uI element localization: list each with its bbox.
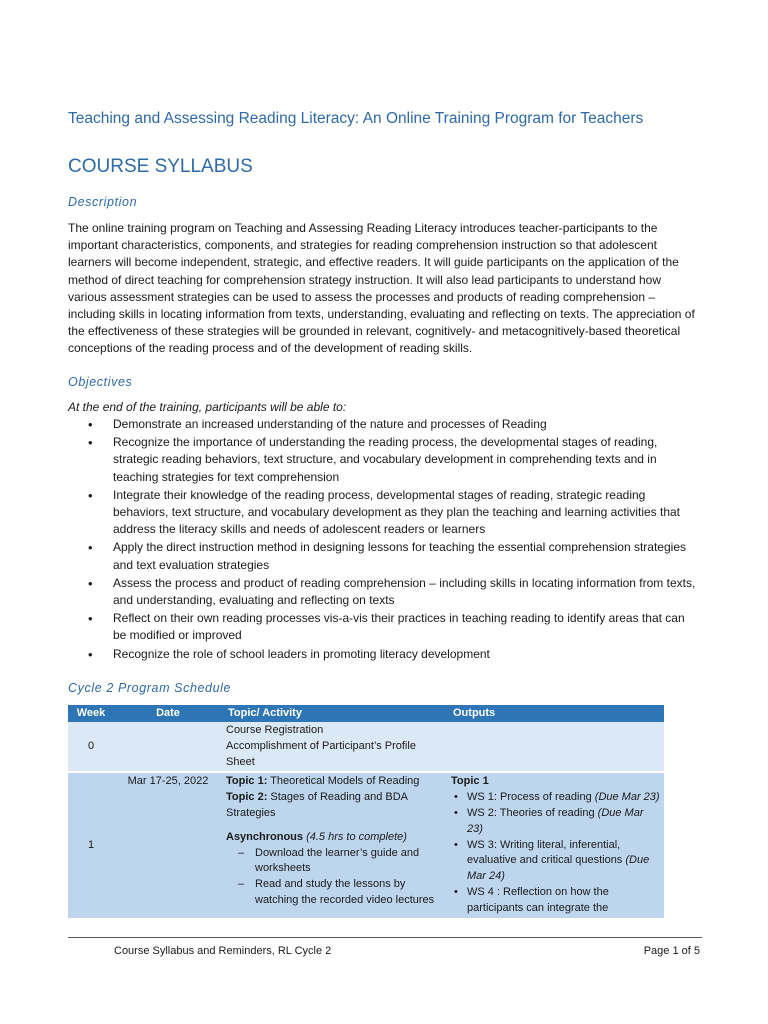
objective-item: • Reflect on their own reading processes vis-a-vis their practices in teaching reading to identify areas that can be modified or improved (88, 610, 700, 644)
output-due: (Due Mar 24) (467, 854, 650, 883)
schedule-heading: Cycle 2 Program Schedule (68, 681, 232, 695)
topic-2-label: Topic 2: (226, 791, 268, 804)
description-text: The online training program on Teaching and Assessing Reading Literacy introduces teacher-participants to the important characteristics, components, and strategies for reading comprehension instruction so that adolescent learners will become independent, strategic, and effective readers. It will guide participants on the application of the method of direct teaching for comprehension strategy instruction. It will also lead participants to understand how various assessment strategies can be used to assess the processes and products of reading comprehension – including skills in locating information from texts, understanding, evaluating and reflecting on texts. The appreciation of the effectiveness of these strategies will be grounded in relevant, cognitively- and metacognitively-based theoretical conceptions of the reading process and of the development of reading skills. (68, 221, 695, 356)
footer-document-title: Course Syllabus and Reminders, RL Cycle 2 (114, 945, 332, 957)
outputs-cell (447, 772, 664, 917)
objective-item: • Integrate their knowledge of the reading process, developmental stages of reading, strategic reading behaviors, text structure, and vocabulary development as they plan the teaching and learning activities that address the literacy skills and needs of adolescent readers or learners (88, 487, 700, 539)
objectives-intro: At the end of the training, participants will be able to: (68, 400, 347, 414)
topic-1-text: Theoretical Models of Reading (267, 775, 420, 788)
schedule-header-row (68, 705, 664, 722)
column-header-date: Date (114, 705, 222, 722)
activity-text: Course Registration (226, 724, 324, 736)
list-item: – Read and study the lessons by watching the recorded video lectures (238, 877, 443, 909)
output-item (451, 806, 660, 838)
outputs-cell (447, 722, 664, 772)
description-heading: Description (68, 195, 138, 209)
output-text: WS 3: Writing literal, inferential, evaluative and critical questions (467, 838, 626, 867)
objective-item: • Assess the process and product of reading comprehension – including skills in locating information from texts, and understanding, evaluating and reflecting on texts (88, 575, 700, 609)
activity-text: Accomplishment of Participant’s Profile Sheet (226, 739, 416, 768)
column-header-week: Week (68, 705, 114, 722)
asynchronous-list (226, 846, 443, 909)
syllabus-title: COURSE SYLLABUS (68, 156, 253, 177)
topic-1-label: Topic 1: (226, 775, 268, 788)
objectives-heading: Objectives (68, 375, 133, 389)
column-header-outputs: Outputs (447, 705, 664, 722)
footer-divider (68, 937, 702, 938)
output-due: (Due Mar 23) (594, 791, 660, 804)
objective-item: • Recognize the role of school leaders in promoting literacy development (88, 646, 700, 663)
column-header-topic: Topic/ Activity (222, 705, 447, 722)
asynchronous-heading (226, 830, 443, 846)
topic-2 (226, 790, 443, 822)
objective-item: • Recognize the importance of understanding the reading process, the developmental stages of reading, strategic reading behaviors, text structure, and vocabulary development in comprehending texts and in teaching strategies for text comprehension (88, 434, 700, 486)
asynchronous-note: (4.5 hrs to complete) (303, 830, 407, 843)
list-item: – Download the learner’s guide and worksheets (238, 846, 443, 878)
week-cell: 0 (68, 722, 114, 772)
objective-item: • Demonstrate an increased understanding of the nature and processes of Reading (88, 416, 700, 433)
table-row (68, 722, 664, 772)
program-title: Teaching and Assessing Reading Literacy: An Online Training Program for Teachers (68, 110, 644, 127)
outputs-list (451, 790, 660, 916)
output-text: WS 1: Process of reading (467, 791, 595, 804)
topic-cell (222, 772, 447, 917)
week-cell: 1 (68, 772, 114, 917)
date-cell: Mar 17-25, 2022 (114, 772, 222, 917)
footer-page-number: Page 1 of 5 (643, 945, 700, 957)
output-item (451, 885, 660, 917)
output-text: WS 2: Theories of reading (467, 806, 598, 819)
output-text: WS 4 : Reflection on how the participants can integrate the (467, 885, 609, 914)
objectives-list (88, 416, 700, 664)
date-cell (114, 722, 222, 772)
output-due: (Due Mar 23) (467, 806, 644, 835)
schedule-table (68, 705, 664, 918)
table-row (68, 772, 664, 917)
topic-cell (222, 722, 447, 772)
outputs-heading: Topic 1 (451, 775, 489, 788)
objective-item: • Apply the direct instruction method in designing lessons for teaching the essential comprehension strategies and text evaluation strategies (88, 539, 700, 573)
topic-1 (226, 774, 443, 790)
topic-2-text: Stages of Reading and BDA Strategies (226, 791, 408, 819)
output-item (451, 790, 660, 806)
asynchronous-label: Asynchronous (226, 830, 304, 843)
output-item (451, 838, 660, 885)
